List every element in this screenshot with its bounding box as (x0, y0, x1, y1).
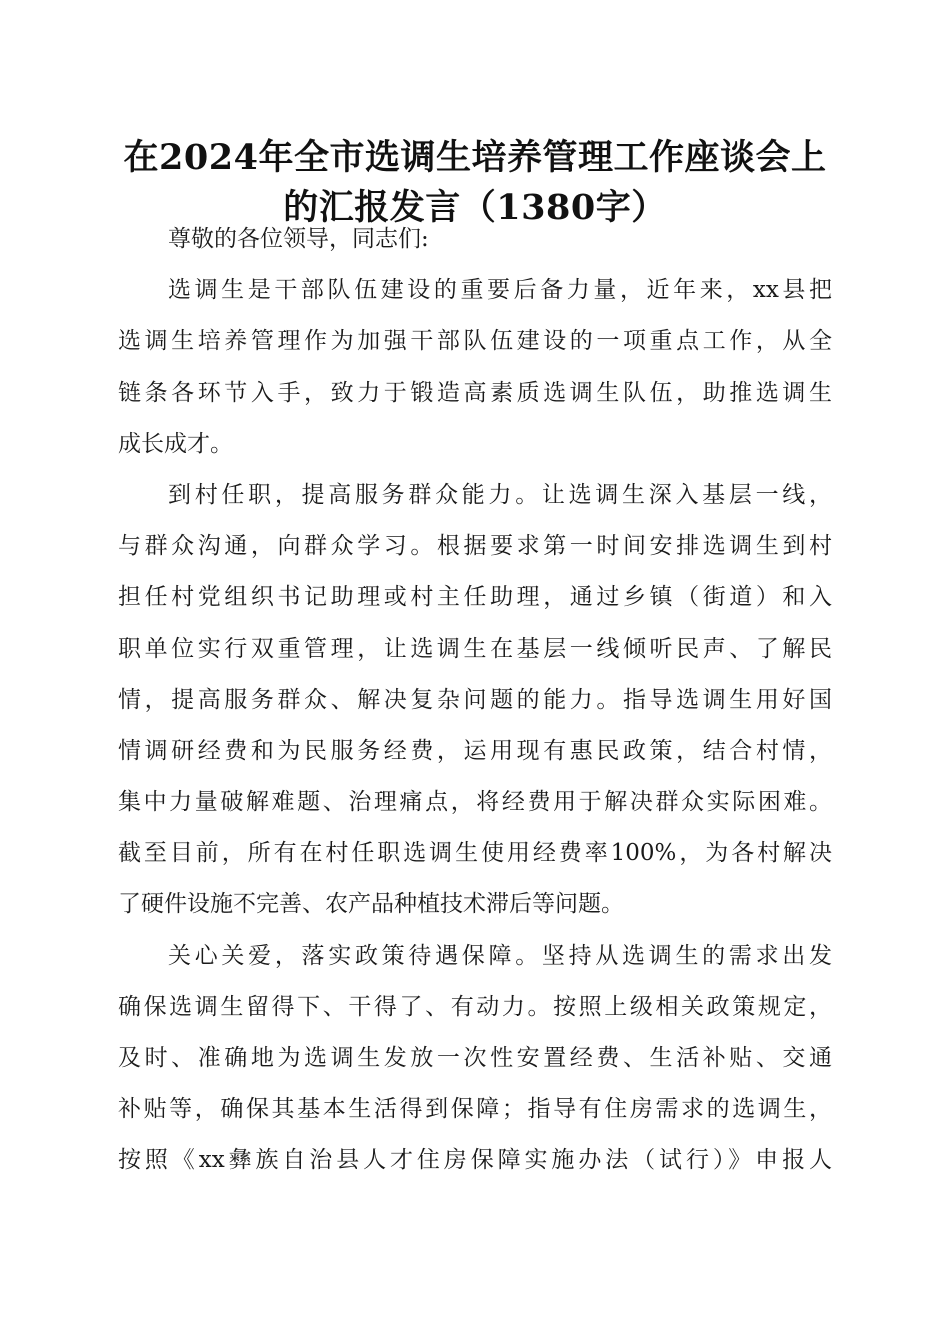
paragraph-line: 与群众沟通，向群众学习。根据要求第一时间安排选调生到村 (118, 533, 832, 560)
paragraph-line: 按照《xx彝族自治县人才住房保障实施办法（试行）》申报人 (118, 1147, 832, 1174)
paragraph-line: 确保选调生留得下、干得了、有动力。按照上级相关政策规定， (118, 993, 832, 1020)
paragraph-line: 选调生是干部队伍建设的重要后备力量，近年来，xx县把 (168, 277, 832, 304)
paragraph-line: 集中力量破解难题、治理痛点，将经费用于解决群众实际困难。 (118, 789, 832, 816)
paragraph-line: 情，提高服务群众、解决复杂问题的能力。指导选调生用好国 (118, 686, 832, 713)
paragraph-line: 截至目前，所有在村任职选调生使用经费率100%，为各村解决 (118, 840, 832, 867)
paragraph-line: 职单位实行双重管理，让选调生在基层一线倾听民声、了解民 (118, 635, 832, 662)
paragraph-line: 关心关爱，落实政策待遇保障。坚持从选调生的需求出发 (168, 942, 832, 969)
paragraph-line: 担任村党组织书记助理或村主任助理，通过乡镇（街道）和入 (118, 584, 832, 611)
paragraph-line: 及时、准确地为选调生发放一次性安置经费、生活补贴、交通 (118, 1045, 832, 1071)
paragraph-line: 了硬件设施不完善、农产品种植技术滞后等问题。 (118, 891, 624, 918)
paragraph-line: 到村任职，提高服务群众能力。让选调生深入基层一线， (168, 481, 832, 508)
title-line-2: 的汇报发言（1380字） (283, 187, 667, 228)
paragraph-line: 补贴等，确保其基本生活得到保障；指导有住房需求的选调生， (118, 1096, 832, 1123)
paragraph-line: 成长成才。 (118, 430, 233, 457)
paragraph-line: 链条各环节入手，致力于锻造高素质选调生队伍，助推选调生 (118, 379, 832, 406)
document-body (118, 214, 832, 1187)
paragraph-line: 情调研经费和为民服务经费，运用现有惠民政策，结合村情， (118, 737, 832, 764)
paragraph-line: 选调生培养管理作为加强干部队伍建设的一项重点工作，从全 (118, 328, 832, 355)
salutation-line: 尊敬的各位领导，同志们: (168, 226, 429, 252)
title-line-1: 在2024年全市选调生培养管理工作座谈会上 (123, 137, 827, 178)
